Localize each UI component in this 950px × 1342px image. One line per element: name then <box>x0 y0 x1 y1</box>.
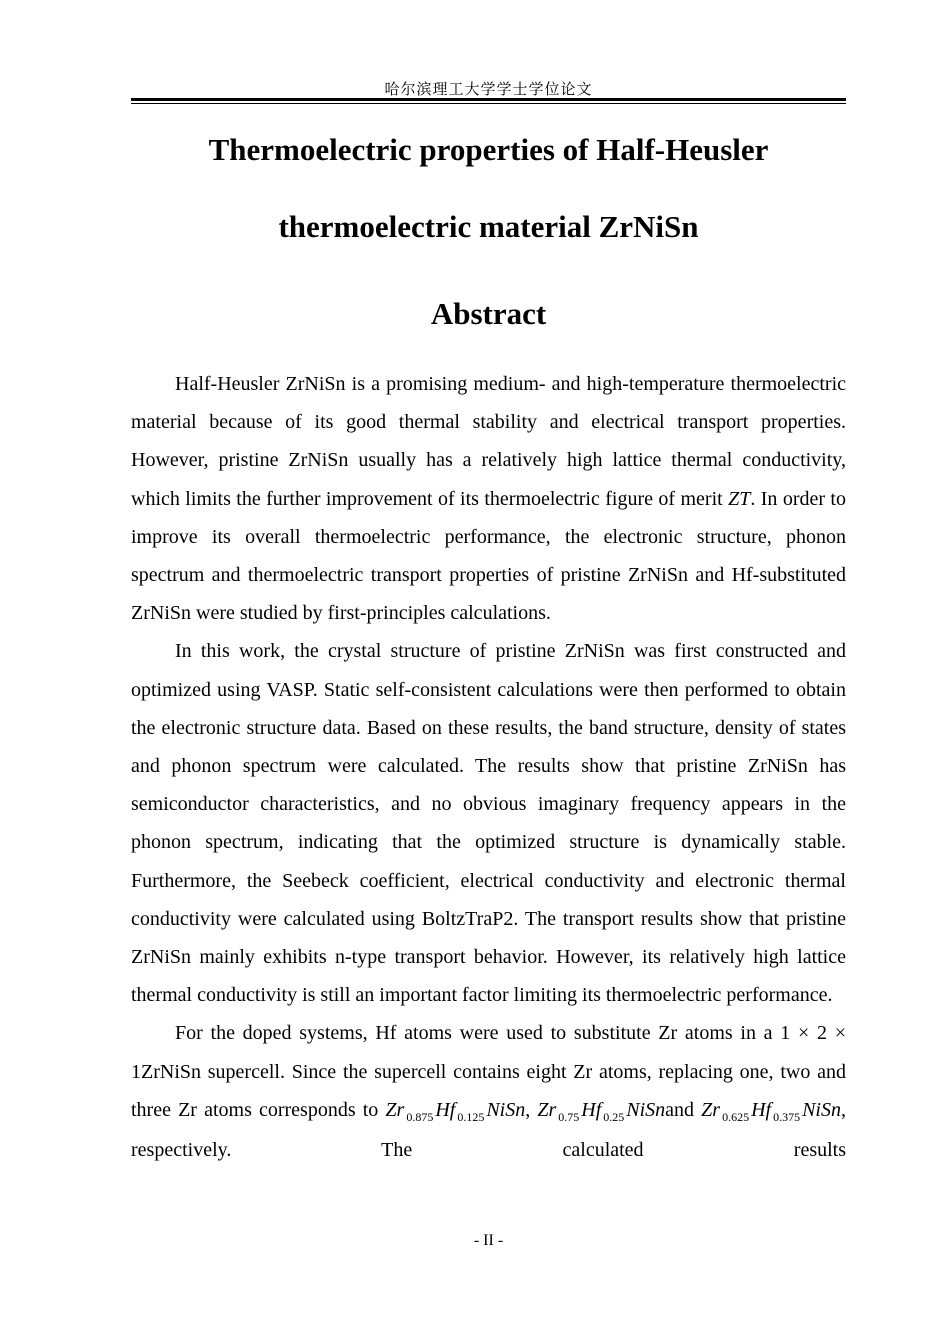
supercell-size: 1 × 2 × 1 <box>131 1022 846 1083</box>
page-number: - II - <box>473 1232 504 1249</box>
formula-1-rest: NiSn <box>486 1098 526 1121</box>
p3-sep-2: and <box>665 1098 702 1121</box>
formula-2-rest: NiSn <box>626 1098 666 1121</box>
formula-2-hf: Hf <box>581 1098 602 1121</box>
header-rule-thick <box>131 98 846 101</box>
title-line-1: Thermoelectric properties of Half-Heusler <box>208 132 769 167</box>
abstract-paragraph-2: In this work, the crystal structure of pristine ZrNiSn was first constructed and optimized using VASP. Static self-consistent calculations were then performed to obtain the electronic structure data. Based on these results, the band structure, density of states and phonon spectrum were calculated. The results show that pristine ZrNiSn has semiconductor characteristics, and no obvious imaginary frequency appears in the phonon spectrum, indicating that the optimized structure is dynamically stable. Furthermore, the Seebeck coefficient, electrical conductivity and electronic thermal conductivity were calculated using BoltzTraP2. The transport results show that pristine ZrNiSn mainly exhibits n-type transport behavior. However, its relatively high lattice thermal conductivity is still an important factor limiting its thermoelectric performance. <box>131 640 846 1007</box>
p3-end: , respectively. The calculated results <box>131 1098 846 1162</box>
formula-1-hf-sub: 0.125 <box>457 1109 485 1124</box>
p1-text-after: . In order to improve its overall thermoelectric performance, the electronic structure, phonon spectrum and thermoelectric transport properties of pristine ZrNiSn and Hf-substituted ZrNiSn were studied by first-principles calculations. <box>131 487 846 625</box>
formula-1-hf: Hf <box>435 1098 456 1121</box>
formula-2-zr-sub: 0.75 <box>558 1109 580 1124</box>
formula-2-zr: Zr <box>537 1098 557 1121</box>
header-rule-thin <box>131 103 846 104</box>
zt-symbol: ZT <box>728 487 751 510</box>
formula-3 <box>701 1098 841 1124</box>
abstract-paragraph-3 <box>131 1014 846 1169</box>
p3-mid: ZrNiSn supercell. Since the supercell contains eight Zr atoms, replacing one, two and three Zr atoms corresponds to <box>131 1060 846 1121</box>
formula-1-zr: Zr <box>385 1098 405 1121</box>
formula-1-zr-sub: 0.875 <box>406 1109 434 1124</box>
formula-3-zr-sub: 0.625 <box>722 1109 750 1124</box>
formula-3-hf: Hf <box>751 1098 772 1121</box>
abstract-paragraph-1 <box>131 365 846 632</box>
running-header: 哈尔滨理工大学学士学位论文 <box>384 80 593 98</box>
formula-1 <box>385 1098 526 1124</box>
formula-3-zr: Zr <box>701 1098 721 1121</box>
p1-text-before: Half-Heusler ZrNiSn is a promising medium- and high-temperature thermoelectric material because of its good thermal stability and electrical transport properties. However, pristine ZrNiSn usually has a relatively high lattice thermal conductivity, which limits the further improvement of its thermoelectric figure of merit <box>131 373 846 510</box>
p3-intro: For the doped systems, Hf atoms were used to substitute Zr atoms in a <box>175 1022 781 1045</box>
title-line-2: thermoelectric material ZrNiSn <box>278 209 699 244</box>
formula-2-hf-sub: 0.25 <box>603 1109 625 1124</box>
abstract-heading: Abstract <box>430 296 547 331</box>
formula-2 <box>537 1098 666 1124</box>
formula-3-hf-sub: 0.375 <box>773 1109 801 1124</box>
formula-3-rest: NiSn <box>802 1098 841 1121</box>
p3-sep-1: , <box>525 1098 538 1121</box>
abstract-body <box>131 365 846 1169</box>
